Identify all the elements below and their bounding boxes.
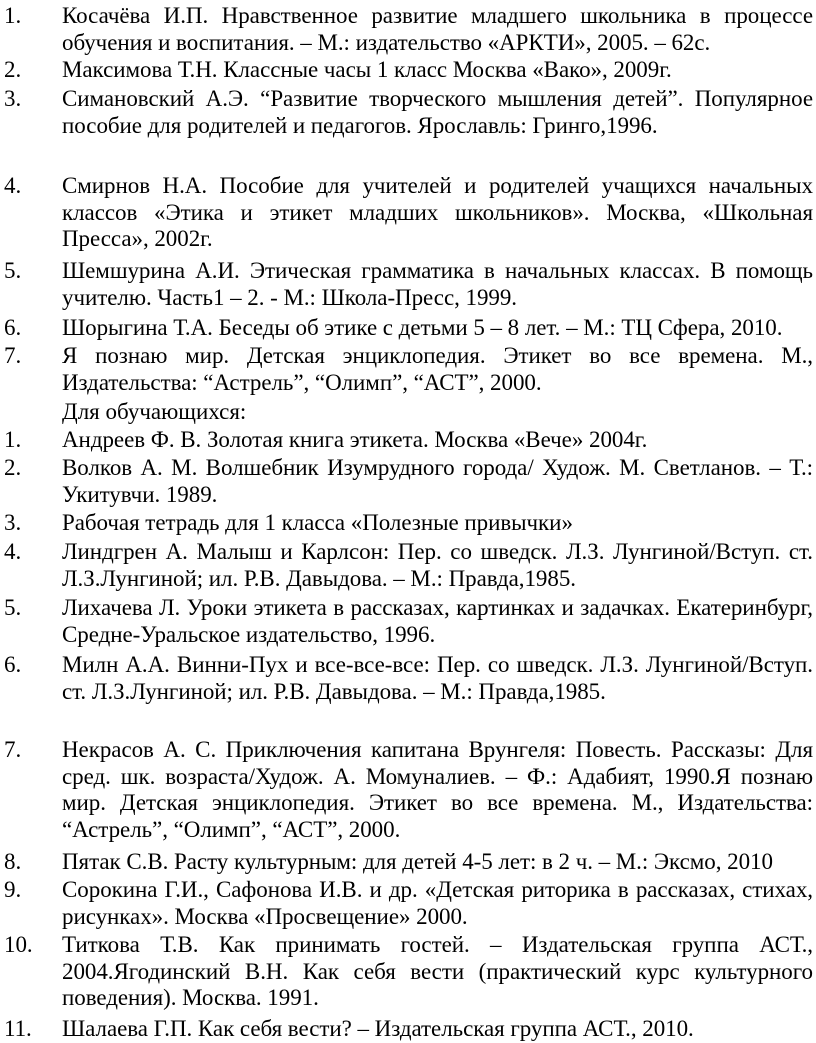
item-text: Косачёва И.П. Нравственное развитие младшего школьника в процессе обучения и воспитания. – М.: издательство «АРКТИ», 2005. – 62с.: [62, 3, 813, 55]
item-number: 3.: [4, 86, 22, 111]
item-text: Андреев Ф. В. Золотая книга этикета. Москва «Вече» 2004г.: [62, 427, 648, 452]
item-number: 4.: [4, 539, 22, 564]
item-text: Шемшурина А.И. Этическая грамматика в начальных классах. В помощь учителю. Часть1 – 2. - М.: Школа-Пресс, 1999.: [62, 258, 813, 310]
item-number: 5.: [4, 258, 22, 283]
item-number: 1.: [4, 427, 22, 452]
item-number: 1.: [4, 3, 22, 28]
item-number: 4.: [4, 173, 22, 198]
reference-item: [0, 86, 813, 139]
item-number: 3.: [4, 510, 22, 535]
item-text: Волков А. М. Волшебник Изумрудного города/ Худож. М. Светланов. – Т.: Укитувчи. 1989.: [62, 455, 813, 507]
item-text: Симановский А.Э. “Развитие творческого мышления детей”. Популярное пособие для родителей и педагогов. Ярославль: Гринго,1996.: [62, 86, 813, 138]
students-heading: Для обучающихся:: [62, 399, 247, 424]
reference-item: [0, 932, 813, 1012]
item-number: 6.: [4, 652, 22, 677]
item-number: 10.: [4, 932, 33, 957]
reference-item: [0, 737, 813, 843]
item-text: Шорыгина Т.А. Беседы об этике с детьми 5 – 8 лет. – М.: ТЦ Сфера, 2010.: [62, 315, 783, 340]
reference-item: [0, 57, 813, 84]
item-number: 7.: [4, 343, 22, 368]
item-number: 8.: [4, 849, 22, 874]
item-text: Титкова Т.В. Как принимать гостей. – Издательская группа АСТ., 2004.Ягодинский В.Н. Как себя вести (практический курс культурного поведения). Москва. 1991.: [62, 932, 813, 1011]
item-text: Линдгрен А. Малыш и Карлсон: Пер. со шведск. Л.З. Лунгиной/Вступ. ст. Л.З.Лунгиной; ил. Р.В. Давыдова. – М.: Правда,1985.: [62, 539, 813, 591]
item-number: 11.: [4, 1016, 32, 1041]
reference-item: [0, 595, 813, 648]
reference-item: [0, 427, 813, 454]
reference-item: [0, 343, 813, 396]
reference-item: [0, 315, 813, 342]
item-text: Лихачева Л. Уроки этикета в рассказах, картинках и задачках. Екатеринбург, Средне-Уральское издательство, 1996.: [62, 595, 813, 647]
reference-item: [0, 539, 813, 592]
item-text: Пятак С.В. Расту культурным: для детей 4-5 лет: в 2 ч. – М.: Эксмо, 2010: [62, 849, 773, 874]
item-number: 2.: [4, 455, 22, 480]
item-text: Рабочая тетрадь для 1 класса «Полезные привычки»: [62, 510, 573, 535]
item-number: 2.: [4, 57, 22, 82]
item-text: Милн А.А. Винни-Пух и все-все-все: Пер. со шведск. Л.З. Лунгиной/Вступ. ст. Л.З.Лунгиной; ил. Р.В. Давыдова. – М.: Правда,1985.: [62, 652, 813, 704]
item-number: 5.: [4, 595, 22, 620]
item-number: 9.: [4, 877, 22, 902]
reference-item: [0, 1016, 813, 1043]
reference-item: [0, 849, 813, 876]
item-number: 7.: [4, 737, 22, 762]
item-text: Смирнов Н.А. Пособие для учителей и родителей учащихся начальных классов «Этика и этикет младших школьников». Москва, «Школьная Пресса», 2002г.: [62, 173, 813, 252]
reference-item: [0, 510, 813, 537]
item-text: Некрасов А. С. Приключения капитана Врунгеля: Повесть. Рассказы: Для сред. шк. возраста/Худож. А. Момуналиев. – Ф.: Адабият, 1990.Я познаю мир. Детская энциклопедия. Этикет во все времена. М., Издательства: “Астрель”, “Олимп”, “АСТ”, 2000.: [62, 737, 813, 842]
item-text: Максимова Т.Н. Классные часы 1 класс Москва «Вако», 2009г.: [62, 57, 672, 82]
item-number: 6.: [4, 315, 22, 340]
reference-item: [0, 3, 813, 56]
reference-item: [0, 652, 813, 705]
item-text: Шалаева Г.П. Как себя вести? – Издательская группа АСТ., 2010.: [62, 1016, 694, 1041]
item-text: Сорокина Г.И., Сафонова И.В. и др. «Детская риторика в рассказах, стихах, рисунках». Москва «Просвещение» 2000.: [62, 877, 813, 929]
reference-item: [0, 455, 813, 508]
reference-item: [0, 877, 813, 930]
item-text: Я познаю мир. Детская энциклопедия. Этикет во все времена. М., Издательства: “Астрель”, “Олимп”, “АСТ”, 2000.: [62, 343, 813, 395]
reference-item: [0, 258, 813, 311]
reference-item: [0, 173, 813, 253]
